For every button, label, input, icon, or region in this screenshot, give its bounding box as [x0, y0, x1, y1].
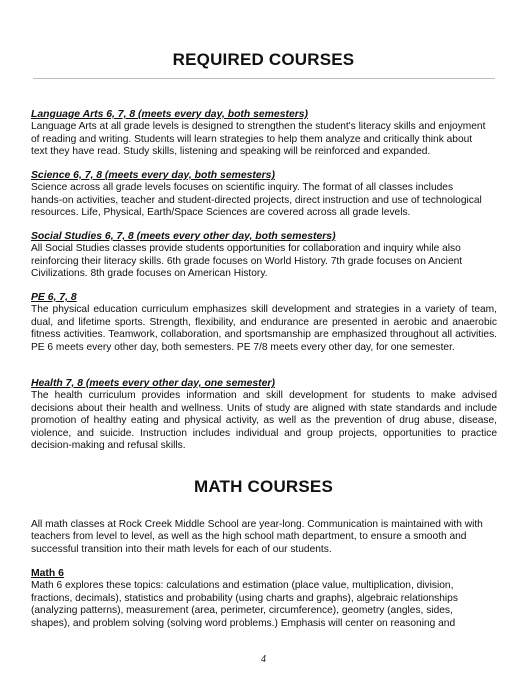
math-intro-section	[31, 519, 497, 556]
science-body: Science across all grade levels focuses on scientific inquiry. The format of all classes includes hands-on activities, teacher and student-directed projects, direct instruction and use of technological resources. Life, Physical, Earth/Space Sciences are covered across all grade levels.	[31, 182, 482, 219]
social-studies-body: All Social Studies classes provide students opportunities for collaboration and inquiry while also reinforcing their literacy skills. 6th grade focuses on World History. 7th grade focuses on Ancient Civilizations. 8th grade focuses on American History.	[31, 243, 463, 280]
math6-title: Math 6	[31, 568, 64, 579]
page-number: 4	[261, 654, 266, 665]
math6-section	[31, 568, 497, 630]
language-arts-title: Language Arts 6, 7, 8 (meets every day, both semesters)	[31, 109, 309, 120]
pe-section	[31, 292, 497, 354]
science-section	[31, 170, 497, 220]
social-studies-section	[31, 231, 497, 281]
social-studies-title: Social Studies 6, 7, 8 (meets every other day, both semesters)	[31, 231, 336, 242]
required-courses-heading: REQUIRED COURSES	[172, 50, 355, 69]
math6-body: Math 6 explores these topics: calculations and estimation (place value, multiplication, division, fractions, decimals), statistics and probability (using charts and graphs), algebraic relationships (analyzing patterns), measurement (area, perimeter, circumference), geometry (angles, sides, shapes), and problem solving (solving word problems.) Emphasis will center on reasoning and	[31, 580, 458, 629]
math-intro-body: All math classes at Rock Creek Middle School are year-long. Communication is maintained with with teachers from level to level, as well as the high school math department, to ensure a smooth and successful transition into their math levels for each of our students.	[31, 519, 483, 555]
pe-title: PE 6, 7, 8	[31, 292, 77, 303]
language-arts-body: Language Arts at all grade levels is designed to strengthen the student's literacy skills and enjoyment of reading and writing. Students will learn strategies to help them analyze and critically think about text they have read. Study skills, listening and speaking will be reinforced and expanded.	[31, 121, 486, 158]
health-body: The health curriculum provides information and skill development for students to make advised decisions about their health and wellness. Units of study are aligned with state standards and include promotion of healthy eating and physical activity, as well as the prevention of drug abuse, disease, violence, and suicide. Instruction includes individual and group projects, opportunities to practice decision-making and refusal skills.	[31, 390, 497, 452]
language-arts-section	[31, 109, 497, 159]
health-title: Health 7, 8 (meets every other day, one semester)	[31, 378, 275, 389]
pe-body: The physical education curriculum emphasizes skill development and strategies in a variety of team, dual, and lifetime sports. Strength, flexibility, and endurance are presented in aerobic and anaerobic fitness activities. Teamwork, collaboration, and sportsmanship are emphasized throughout all activities. PE 6 meets every other day, both semesters. PE 7/8 meets every other day, for one semester.	[31, 304, 497, 353]
math-courses-heading: MATH COURSES	[193, 477, 334, 496]
heading-divider	[33, 78, 495, 79]
science-title: Science 6, 7, 8 (meets every day, both semesters)	[31, 170, 275, 181]
health-section	[31, 378, 497, 452]
